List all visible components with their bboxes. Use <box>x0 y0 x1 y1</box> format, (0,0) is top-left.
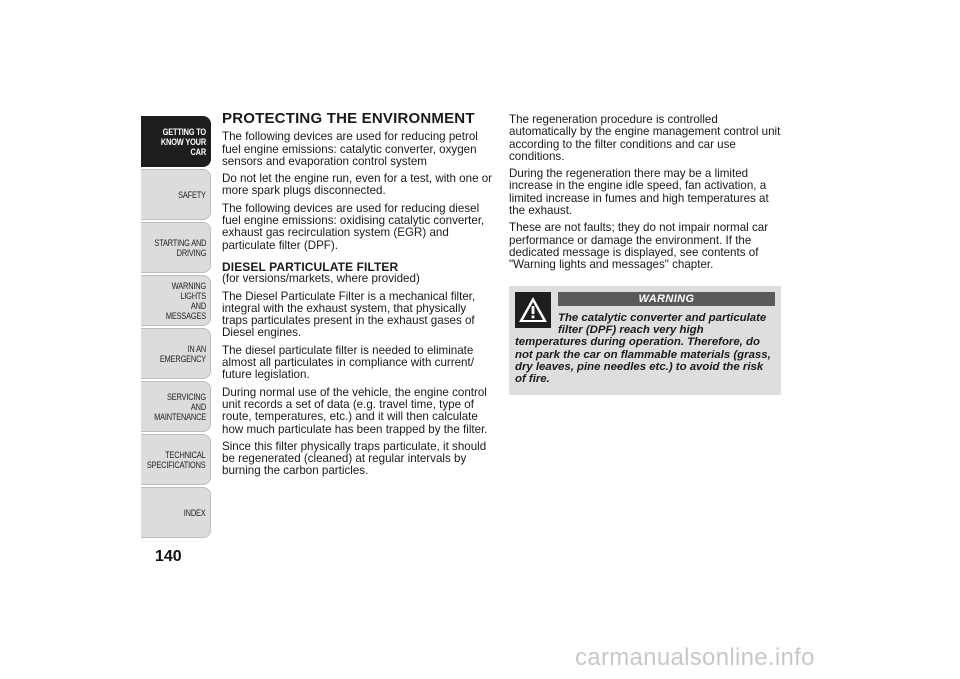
page-number: 140 <box>155 548 182 565</box>
tab-getting-to-know-your-car[interactable] <box>141 116 211 167</box>
tab-servicing-and-maintenance[interactable] <box>141 381 211 432</box>
tab-warning-lights[interactable] <box>141 275 211 326</box>
paragraph: During the regeneration there may be a limited increase in the engine idle speed, fan activation, a limited increase in fumes and high temperatures at the exhaust. <box>509 167 769 218</box>
tab-technical-specifications[interactable] <box>141 434 211 485</box>
tab-label: SERVICING AND MAINTENANCE <box>154 391 206 422</box>
tab-label: STARTING AND DRIVING <box>154 237 206 258</box>
paragraph: The diesel particulate filter is needed to eliminate almost all particulates in compliance with current/ future legislation. <box>222 343 474 382</box>
warning-text-bottom: temperatures during operation. Therefore, do not park the car on flammable materials (grass, dry leaves, pine needles etc.) to avoid the risk of fire. <box>515 336 771 386</box>
paragraph: The regeneration procedure is controlled automatically by the engine management control unit according to the filter conditions and car use conditions. <box>509 113 781 163</box>
tab-starting-and-driving[interactable] <box>141 222 211 273</box>
paragraph: These are not faults; they do not impair normal car performance or damage the environment. If the dedicated message is displayed, see contents of "Warning lights and messages" chapter. <box>509 221 769 272</box>
paragraph: During normal use of the vehicle, the engine control unit records a set of data (e.g. travel time, type of route, temperatures, etc.) and it will then calculate how much particulate has been trapped by the filter. <box>222 385 488 436</box>
section-heading: PROTECTING THE ENVIRONMENT <box>222 110 475 127</box>
warning-box <box>509 286 781 395</box>
tab-index[interactable] <box>141 487 211 538</box>
chapter-nav <box>141 116 211 540</box>
tab-label: IN AN EMERGENCY <box>159 343 206 364</box>
tab-in-an-emergency[interactable] <box>141 328 211 379</box>
paragraph: Do not let the engine run, even for a test, with one or more spark plugs disconnected. <box>222 172 493 198</box>
tab-safety[interactable] <box>141 169 211 220</box>
paragraph: The Diesel Particulate Filter is a mechanical filter, integral with the exhaust system, that physically traps particulates present in the exhaust gases of Diesel engines. <box>222 289 476 340</box>
subsection-heading: DIESEL PARTICULATE FILTER <box>222 259 399 274</box>
tab-label: INDEX <box>184 507 206 518</box>
tab-label: SAFETY <box>178 189 206 200</box>
tab-label: TECHNICAL SPECIFICATIONS <box>147 449 206 470</box>
paragraph: The following devices are used for reducing diesel fuel engine emissions: oxidising catalytic converter, exhaust gas recirculation system (EGR) and particulate filter (DPF). <box>222 201 485 252</box>
paragraph: Since this filter physically traps particulate, it should be regenerated (cleaned) at regular intervals by burning the carbon particles. <box>222 439 487 478</box>
tab-label: GETTING TO KNOW YOUR CAR <box>160 126 206 157</box>
watermark: carmanualsonline.info <box>575 644 815 671</box>
warning-title: WARNING <box>558 292 775 306</box>
left-column <box>222 110 495 483</box>
warning-text-top: The catalytic converter and particulate filter (DPF) reach very high <box>558 311 767 337</box>
right-column <box>509 114 781 395</box>
tab-label: WARNING LIGHTS AND MESSAGES <box>165 280 206 321</box>
warning-triangle-icon <box>515 292 551 328</box>
paragraph: The following devices are used for reducing petrol fuel engine emissions: catalytic converter, oxygen sensors and evaporation control system <box>222 130 478 168</box>
availability-note: (for versions/markets, where provided) <box>222 272 420 286</box>
